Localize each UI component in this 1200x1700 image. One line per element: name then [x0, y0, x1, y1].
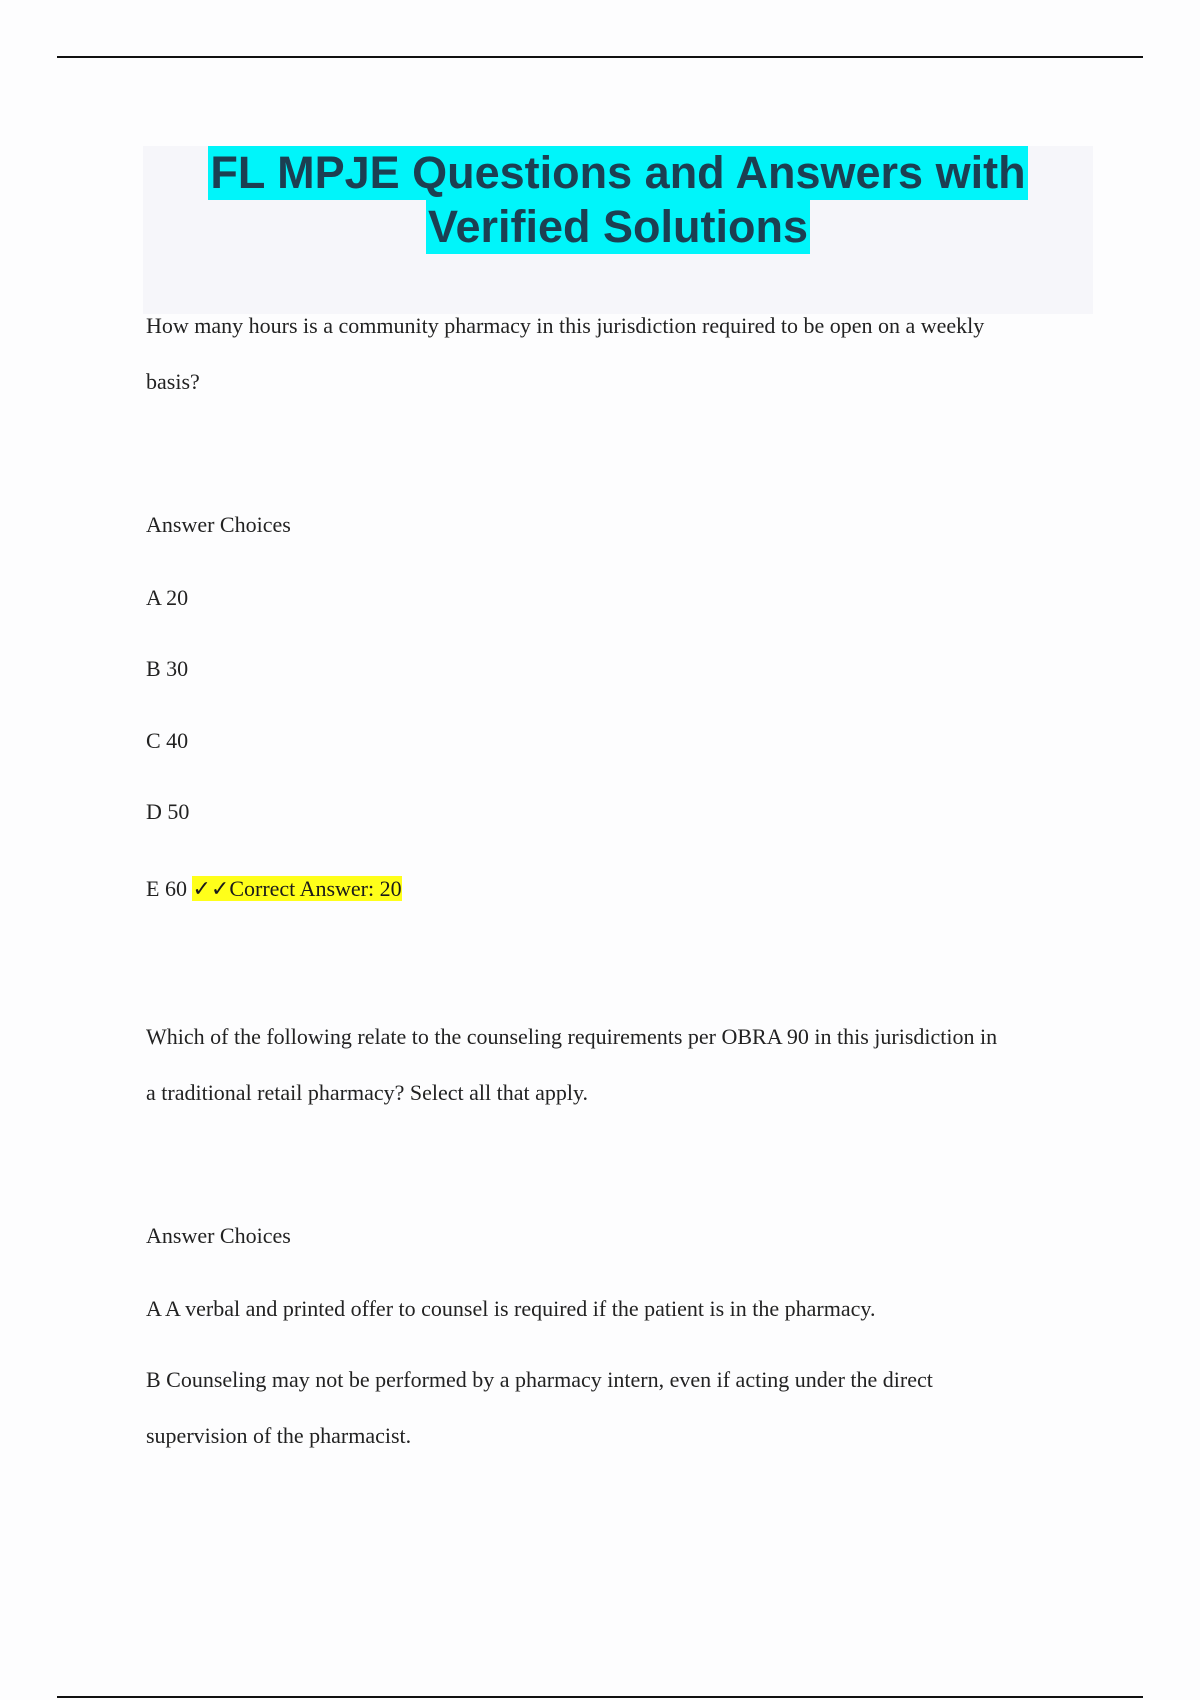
question-2-choices-heading: Answer Choices [146, 1223, 291, 1248]
question-2-line-2: a traditional retail pharmacy? Select all that apply. [146, 1080, 589, 1105]
top-rule [57, 56, 1143, 58]
title-block [143, 146, 1093, 314]
question-2-choice-b: B Counseling may not be performed by a pharmacy intern, even if acting under the direct [146, 1367, 933, 1392]
question-1-line-1: How many hours is a community pharmacy in this jurisdiction required to be open on a weekly [146, 313, 985, 338]
question-1-choice-d: D 50 [146, 799, 190, 824]
question-1-choice-e: E 60 [146, 876, 187, 901]
question-2-line-1: Which of the following relate to the counseling requirements per OBRA 90 in this jurisdiction in [146, 1024, 998, 1049]
question-1-choice-c: C 40 [146, 728, 189, 753]
question-2-choice-b-continuation: supervision of the pharmacist. [146, 1423, 412, 1448]
bottom-rule [57, 1696, 1143, 1698]
question-1-line-2: basis? [146, 369, 200, 394]
question-1-choice-e-row [146, 861, 402, 917]
page-title-line-2: Verified Solutions [427, 201, 809, 252]
correct-answer-highlight: ✓✓Correct Answer: 20 [192, 876, 402, 901]
question-1-choice-a: A 20 [146, 585, 189, 610]
question-1-choices-heading: Answer Choices [146, 512, 291, 537]
question-2-choice-a: A A verbal and printed offer to counsel is required if the patient is in the pharmacy. [146, 1296, 876, 1321]
question-1-choice-b: B 30 [146, 656, 189, 681]
page-title-line-1: FL MPJE Questions and Answers with [210, 147, 1026, 198]
